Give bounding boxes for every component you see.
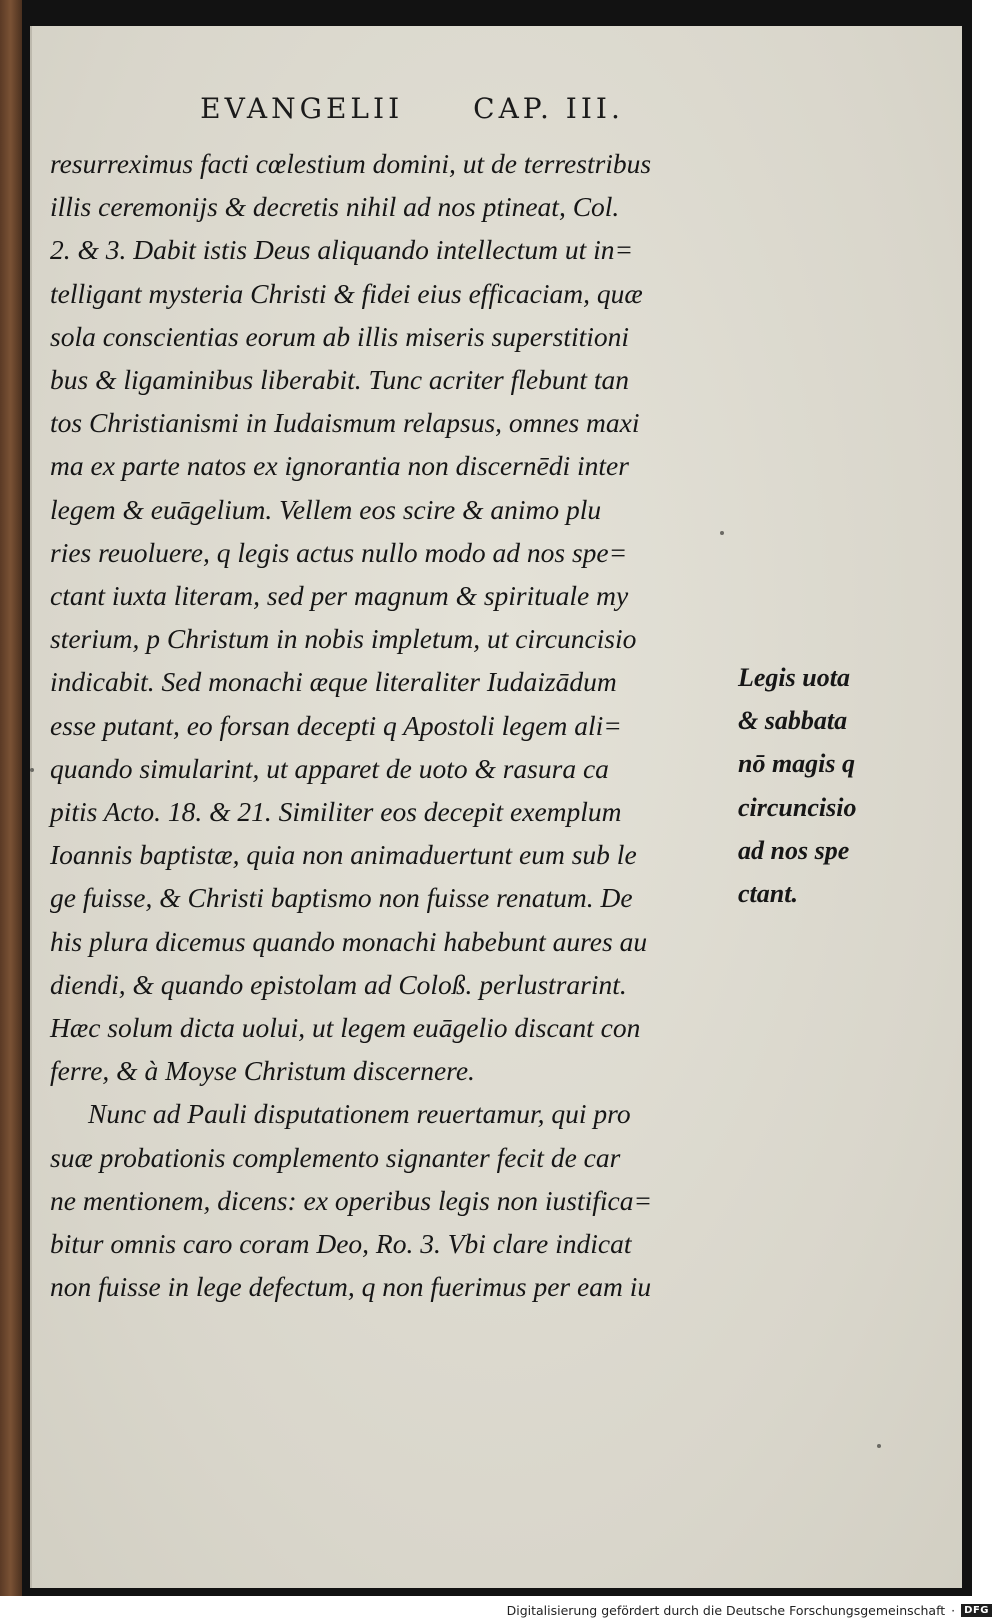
text-line: ge fuisse, & Christi baptismo non fuisse renatum. De	[50, 882, 633, 914]
footer-credit: Digitalisierung gefördert durch die Deutsche Forschungsgemeinschaft · DFG	[507, 1603, 992, 1618]
text-line: suæ probationis complemento signanter fecit de car	[50, 1141, 621, 1173]
text-line: non fuisse in lege defectum, q non fuerimus per eam iu	[50, 1271, 652, 1303]
main-text-block	[50, 142, 730, 1308]
text-line: quando simularint, ut apparet de uoto & rasura ca	[50, 752, 609, 784]
marginal-note-line: Legis uota	[738, 663, 850, 692]
text-line: his plura dicemus quando monachi habebunt aures au	[50, 925, 648, 957]
ink-speck	[877, 1444, 881, 1448]
text-line: sterium, p Christum in nobis impletum, ut circuncisio	[50, 623, 637, 655]
text-line: diendi, & quando epistolam ad Coloß. perlustrarint.	[50, 968, 627, 1000]
text-line: bitur omnis caro coram Deo, Ro. 3. Vbi clare indicat	[50, 1228, 632, 1260]
text-line: ma ex parte natos ex ignorantia non discernēdi inter	[50, 450, 629, 482]
marginal-note-line: ctant.	[738, 879, 798, 909]
marginal-note-line: nō magis q	[738, 749, 856, 779]
ink-speck	[30, 768, 34, 772]
text-line: indicabit. Sed monachi æque literaliter Iudaizādum	[50, 666, 617, 698]
text-line: esse putant, eo forsan decepti q Apostoli legem ali=	[50, 709, 622, 741]
ink-speck	[720, 531, 724, 535]
text-line: Hæc solum dicta uolui, ut legem euāgelio discant con	[50, 1012, 641, 1044]
text-line: ne mentionem, dicens: ex operibus legis non iustifica=	[50, 1184, 653, 1216]
text-line: ferre, & à Moyse Christum discernere.	[50, 1055, 475, 1087]
text-line: ries reuoluere, q legis actus nullo modo ad nos spe=	[50, 536, 628, 568]
text-line: resurreximus facti cœlestium domini, ut de terrestribus	[50, 148, 652, 179]
marginal-note-line: & sabbata	[738, 706, 848, 736]
text-line: Ioannis baptistæ, quia non animaduertunt eum sub le	[50, 839, 637, 871]
dfg-logo: DFG	[961, 1604, 992, 1617]
text-line: illis ceremonijs & decretis nihil ad nos ptineat, Col.	[50, 191, 620, 223]
text-line: tos Christianismi in Iudaismum relapsus, omnes maxi	[50, 407, 640, 439]
text-line: ctant iuxta literam, sed per magnum & spirituale my	[50, 580, 629, 612]
running-head-chapter: CAP. III.	[473, 92, 624, 125]
text-line: Nunc ad Pauli disputationem reuertamur, qui pro	[88, 1098, 631, 1130]
text-line: pitis Acto. 18. & 21. Similiter eos decepit exemplum	[50, 796, 622, 828]
text-line: legem & euāgelium. Vellem eos scire & animo plu	[50, 493, 602, 525]
text-line: bus & ligaminibus liberabit. Tunc acriter flebunt tan	[50, 364, 630, 396]
running-head-title: EVANGELII	[200, 92, 404, 125]
running-head	[32, 92, 792, 125]
marginal-note-line: ad nos spe	[738, 835, 850, 865]
text-line: sola conscientias eorum ab illis miseris superstitioni	[50, 320, 630, 352]
text-line: 2. & 3. Dabit istis Deus aliquando intellectum ut in=	[50, 234, 634, 266]
text-line: telligant mysteria Christi & fidei eius efficaciam, quæ	[50, 277, 643, 309]
marginal-note-line: circuncisio	[738, 792, 857, 822]
book-page	[30, 26, 962, 1588]
footer-credit-text: Digitalisierung gefördert durch die Deutsche Forschungsgemeinschaft	[506, 1603, 946, 1618]
marginal-note	[738, 656, 898, 915]
